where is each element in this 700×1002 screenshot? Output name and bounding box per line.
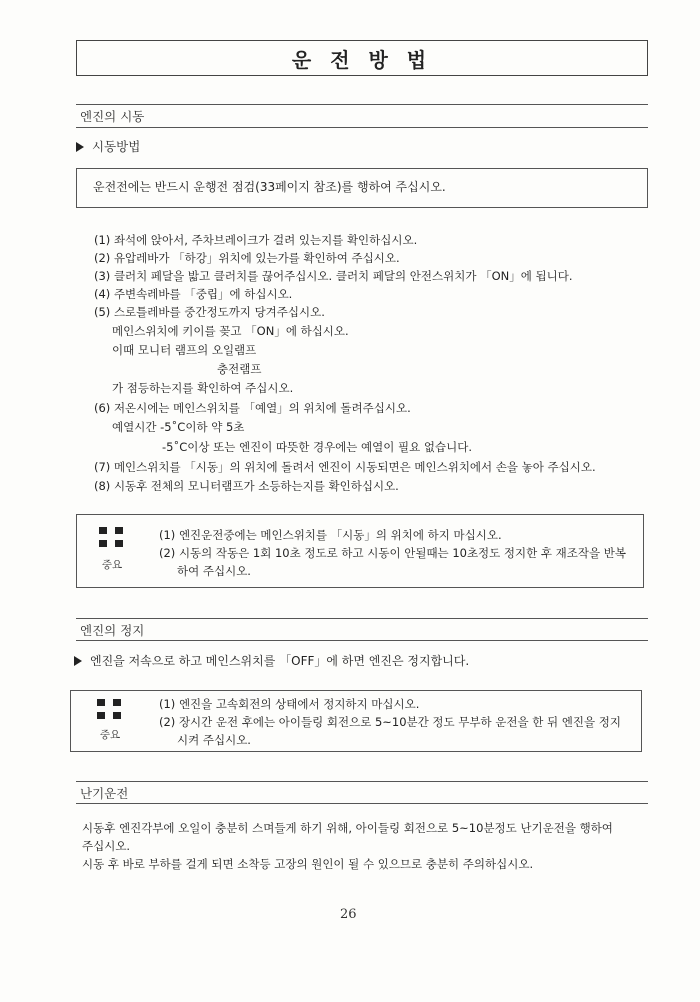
section-heading-engine-stop: 엔진의 정지: [80, 623, 145, 638]
step-line: (2) 유압레바가 「하강」위치에 있는가를 확인하여 주십시오.: [94, 251, 400, 265]
important-label: 중요: [101, 559, 123, 571]
important-label: 중요: [99, 729, 121, 741]
important-item: (1) 엔진운전중에는 메인스위치를 「시동」의 위치에 하지 마십시오.: [159, 528, 502, 542]
important-box-start: [76, 514, 644, 588]
triangle-bullet-icon: [76, 142, 84, 152]
notice-box: [76, 168, 648, 208]
important-box-stop: [70, 690, 642, 752]
section-divider: [76, 803, 648, 804]
stop-instruction: [74, 653, 469, 670]
warmup-line: 주십시오.: [82, 839, 131, 853]
page-number: 26: [340, 907, 357, 922]
warmup-line: 시동후 엔진각부에 오일이 충분히 스며들게 하기 위해, 아이들링 회전으로 5~10분정도 난기운전을 행하여: [82, 821, 613, 835]
page-title: 운 전 방 법: [76, 40, 648, 76]
step-line: 가 점등하는지를 확인하여 주십시오.: [112, 381, 294, 395]
section-divider: [76, 640, 648, 641]
important-item: 하여 주십시오.: [177, 564, 251, 578]
section-heading-warmup: 난기운전: [80, 786, 129, 801]
important-icon: [97, 699, 123, 719]
section-divider: [76, 618, 648, 619]
step-line: 메인스위치에 키이를 꽂고 「ON」에 하십시오.: [112, 324, 349, 338]
important-item: (1) 엔진을 고속회전의 상태에서 정지하지 마십시오.: [159, 697, 420, 711]
step-line: 이때 모니터 램프의 오일램프: [112, 343, 257, 357]
section-divider: [76, 781, 648, 782]
section-heading-engine-start: 엔진의 시동: [80, 109, 145, 124]
step-line: (5) 스로틀레바를 중간정도까지 당겨주십시오.: [94, 305, 325, 319]
triangle-bullet-icon: [74, 656, 82, 666]
step-line: (8) 시동후 전체의 모니터램프가 소등하는지를 확인하십시오.: [94, 479, 399, 493]
step-line: -5˚C이상 또는 엔진이 따뜻한 경우에는 예열이 필요 없습니다.: [162, 440, 472, 454]
step-line: (3) 클러치 페달을 밟고 클러치를 끊어주십시오. 클러치 페달의 안전스위치가 「ON」에 됩니다.: [94, 269, 573, 283]
stop-instruction-text: 엔진을 저속으로 하고 메인스위치를 「OFF」에 하면 엔진은 정지합니다.: [90, 654, 470, 668]
step-line: (1) 좌석에 앉아서, 주차브레이크가 걸려 있는지를 확인하십시오.: [94, 233, 418, 247]
step-line: 충전램프: [217, 362, 262, 376]
notice-text: 운전전에는 반드시 운행전 점검(33페이지 참조)를 행하여 주십시오.: [93, 180, 446, 194]
step-line: (7) 메인스위치를 「시동」의 위치에 돌려서 엔진이 시동되면은 메인스위치에서 손을 놓아 주십시오.: [94, 460, 596, 474]
subheading-start-method: [76, 137, 140, 155]
important-icon: [99, 527, 125, 547]
step-line: (6) 저온시에는 메인스위치를 「예열」의 위치에 돌려주십시오.: [94, 401, 411, 415]
step-line: (4) 주변속레바를 「중립」에 하십시오.: [94, 287, 293, 301]
section-divider: [76, 127, 648, 128]
step-line: 예열시간 -5˚C이하 약 5초: [112, 420, 245, 434]
warmup-line: 시동 후 바로 부하를 걸게 되면 소착등 고장의 원인이 될 수 있으므로 충분히 주의하십시오.: [82, 857, 534, 871]
section-divider: [76, 104, 648, 105]
important-item: (2) 장시간 운전 후에는 아이들링 회전으로 5~10분간 정도 무부하 운전을 한 뒤 엔진을 정지: [159, 715, 621, 729]
important-item: 시켜 주십시오.: [177, 733, 251, 747]
important-item: (2) 시동의 작동은 1회 10초 정도로 하고 시동이 안될때는 10초정도 정지한 후 재조작을 반복: [159, 546, 626, 560]
subheading-label: 시동방법: [92, 139, 141, 154]
